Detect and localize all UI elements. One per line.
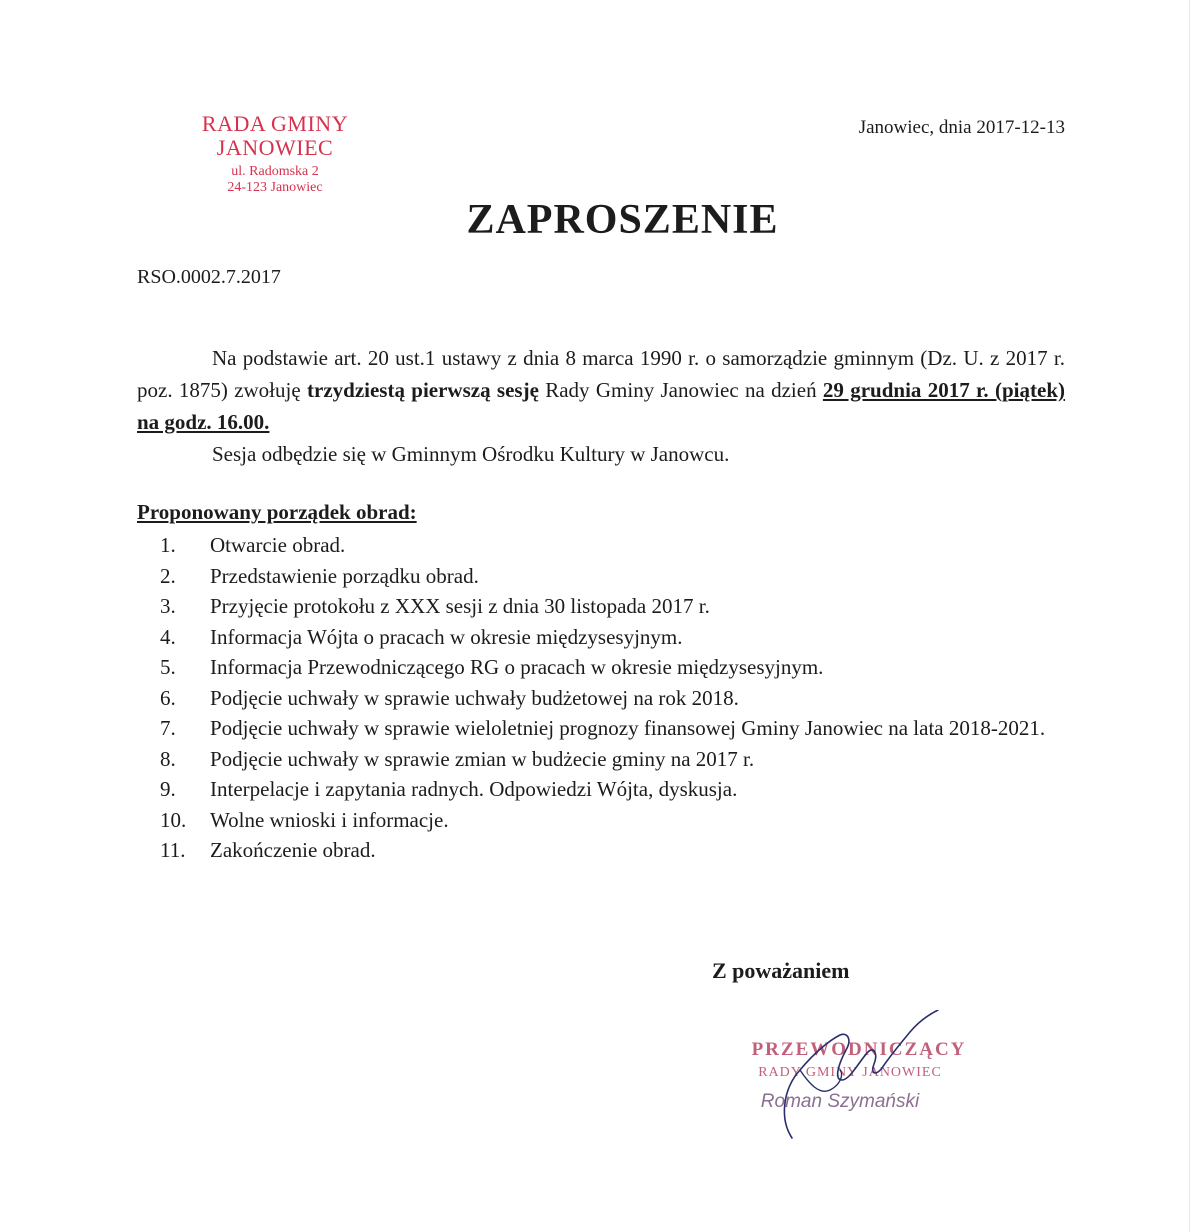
body-text — [137, 342, 1065, 470]
agenda-item — [160, 713, 1070, 744]
agenda-item-text: Zakończenie obrad. — [210, 838, 376, 862]
handwritten-signature — [770, 1010, 970, 1150]
agenda-item-text: Podjęcie uchwały w sprawie uchwały budżetowej na rok 2018. — [210, 685, 739, 710]
agenda-item-text: Informacja Wójta o pracach w okresie międzysesyjnym. — [210, 624, 683, 649]
document-title: ZAPROSZENIE — [466, 197, 779, 243]
agenda-item — [160, 774, 1070, 805]
closing-regards: Z poważaniem — [712, 958, 850, 983]
signature-stroke-1 — [784, 1010, 938, 1138]
agenda-item-text: Wolne wnioski i informacje. — [210, 807, 449, 832]
chairman-name: Roman Szymański — [760, 1091, 920, 1113]
reference-number: RSO.0002.7.2017 — [137, 266, 281, 288]
agenda-item-text: Przyjęcie protokołu z XXX sesji z dnia 30 listopada 2017 r. — [210, 594, 710, 618]
body-p1-a: Na podstawie art. 20 ust.1 ustawy z dnia 8 marca 1990 r. o samorządzie gminnym (Dz. U. z 2017 r. poz. 1875) zwołuję — [137, 346, 1065, 402]
agenda-item-text: Przedstawienie porządku obrad. — [210, 563, 479, 588]
agenda-item-text: Podjęcie uchwały w sprawie wieloletniej prognozy finansowej Gminy Janowiec na lata 2018-2021. — [210, 716, 1046, 740]
agenda-item-number: 6. — [160, 685, 176, 710]
body-p1-b: Rady Gminy Janowiec na dzień — [538, 378, 823, 402]
agenda-item-number: 8. — [160, 746, 176, 771]
chairman-stamp-line-2: RADY GMINY JANOWIEC — [758, 1064, 942, 1080]
agenda-item — [160, 591, 1070, 622]
agenda-item-number: 11. — [160, 838, 186, 862]
body-p1-session: trzydziestą pierwszą sesję — [307, 378, 539, 402]
agenda-item — [160, 835, 1070, 866]
body-p1-date: 29 grudnia 2017 r. (piątek) na godz. 16.00. — [137, 378, 1065, 434]
document-date: Janowiec, dnia 2017-12-13 — [858, 117, 1065, 138]
page-edge — [1189, 0, 1190, 1232]
agenda-item — [160, 683, 1070, 714]
stamp-line-2: JANOWIEC — [216, 135, 334, 161]
agenda-list — [160, 530, 1070, 866]
agenda-item — [160, 805, 1070, 836]
agenda-item — [160, 561, 1070, 592]
agenda-heading: Proponowany porządek obrad: — [137, 500, 417, 524]
agenda-item-number: 3. — [160, 594, 176, 618]
agenda-item — [160, 530, 1070, 561]
agenda-item-text: Informacja Przewodniczącego RG o pracach w okresie międzysesyjnym. — [210, 655, 824, 679]
agenda-item-number: 1. — [160, 533, 176, 557]
agenda-item-text: Interpelacje i zapytania radnych. Odpowiedzi Wójta, dyskusja. — [210, 777, 738, 801]
agenda-item-number: 4. — [160, 624, 176, 649]
council-stamp — [185, 112, 365, 195]
agenda-item-number: 7. — [160, 716, 176, 740]
stamp-line-3: ul. Radomska 2 — [231, 164, 319, 180]
stamp-line-4: 24-123 Janowiec — [227, 179, 323, 195]
agenda-item-number: 2. — [160, 563, 176, 588]
agenda-item-text: Podjęcie uchwały w sprawie zmian w budżecie gminy na 2017 r. — [210, 746, 755, 771]
agenda-item-text: Otwarcie obrad. — [210, 533, 346, 557]
stamp-line-1: RADA GMINY — [201, 111, 349, 136]
body-paragraph-2: Sesja odbędzie się w Gminnym Ośrodku Kultury w Janowcu. — [212, 442, 730, 466]
agenda-item — [160, 652, 1070, 683]
agenda-item — [160, 622, 1070, 653]
chairman-stamp-line-1: PRZEWODNICZĄCY — [751, 1039, 967, 1060]
agenda-item — [160, 744, 1070, 775]
agenda-item-number: 10. — [160, 807, 187, 832]
body-paragraph-1 — [137, 342, 1065, 438]
agenda-item-number: 5. — [160, 655, 176, 679]
agenda-item-number: 9. — [160, 777, 176, 801]
signature-stroke-2 — [800, 1070, 842, 1091]
